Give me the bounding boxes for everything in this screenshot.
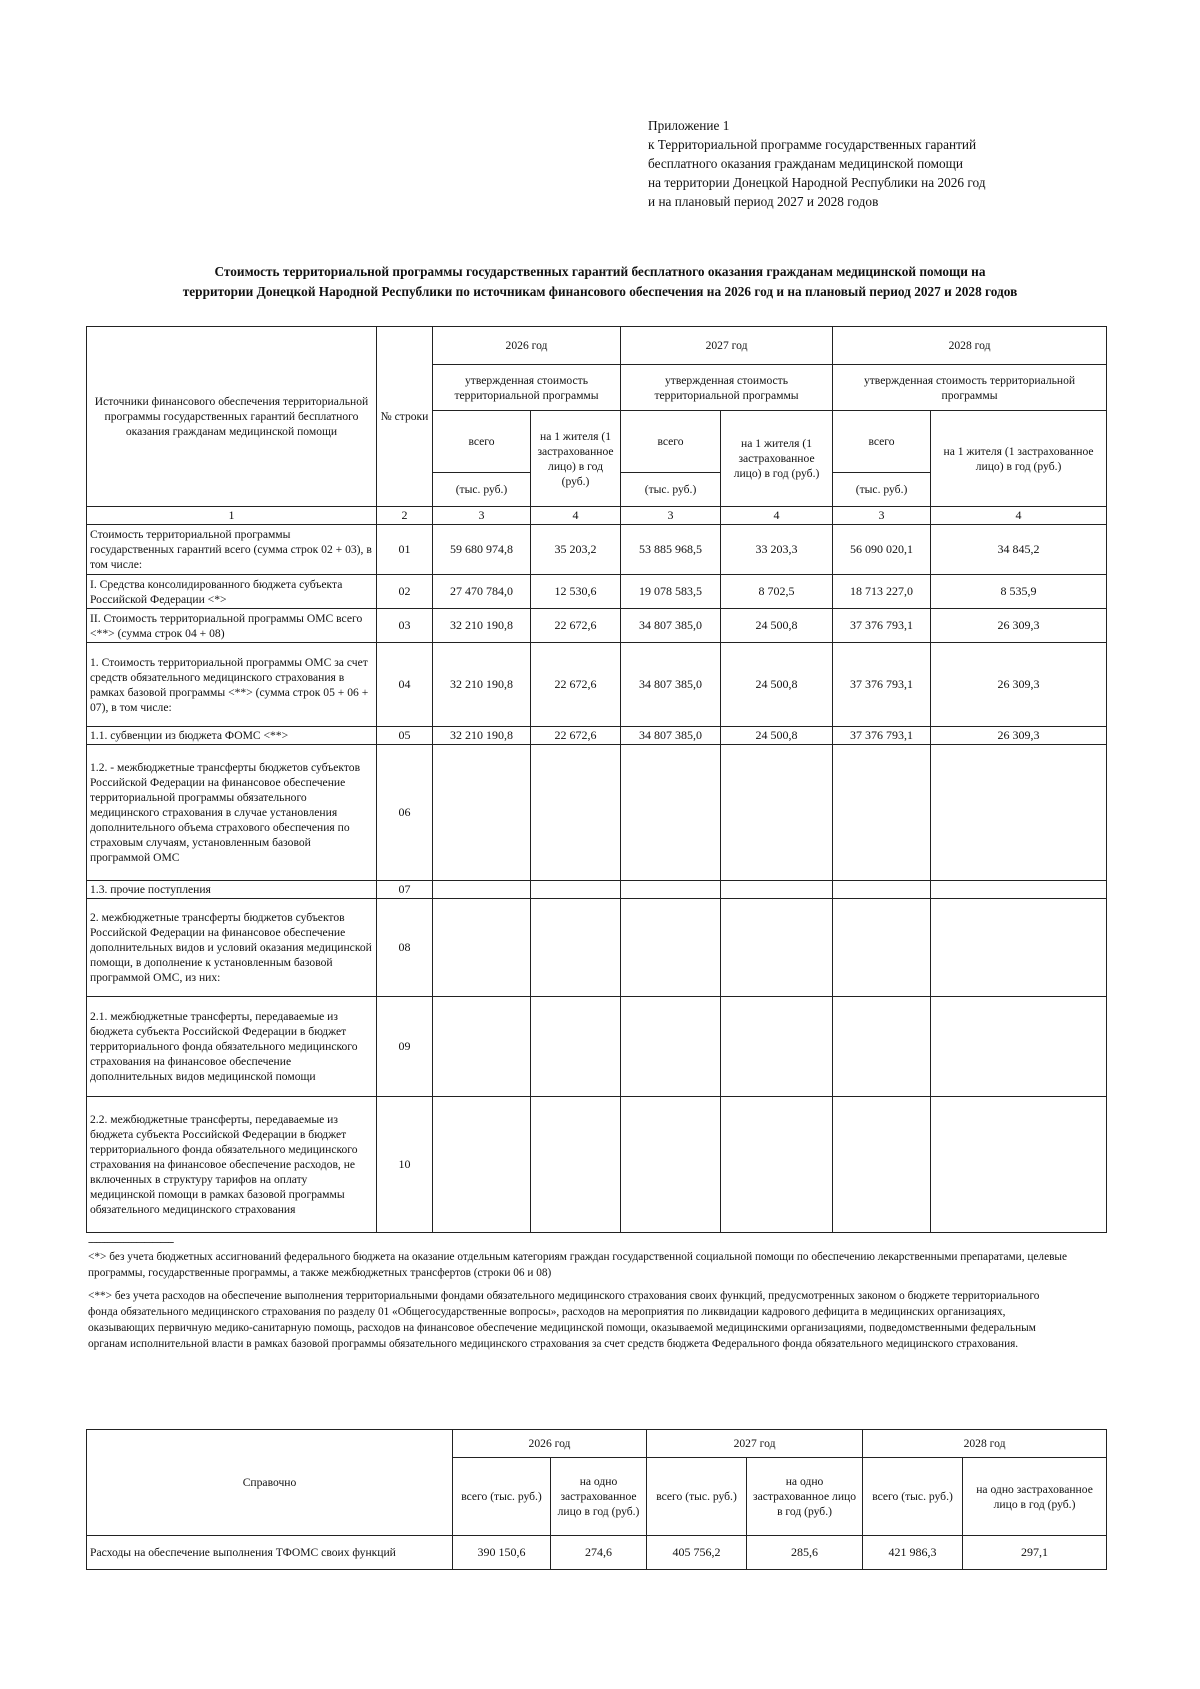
- per-person-header: на 1 жителя (1 застрахованное лицо) в год (руб.): [931, 411, 1107, 507]
- ref-year-2028: 2028 год: [863, 1430, 1107, 1458]
- year-header-2027: 2027 год: [621, 327, 833, 365]
- cell-value: [833, 899, 931, 997]
- total-unit: (тыс. руб.): [621, 473, 721, 507]
- cell-value: [833, 1097, 931, 1233]
- cell-value: 34 807 385,0: [621, 727, 721, 745]
- col-number: 3: [833, 507, 931, 525]
- appendix-line: на территории Донецкой Народной Республики на 2026 год: [648, 175, 986, 190]
- col-number: 4: [721, 507, 833, 525]
- cell-value: 22 672,6: [531, 643, 621, 727]
- cell-value: [531, 745, 621, 881]
- cell-value: 34 845,2: [931, 525, 1107, 575]
- total-header: всего: [833, 411, 931, 473]
- ref-total-header: всего (тыс. руб.): [453, 1458, 551, 1536]
- row-label: 1.2. - межбюджетные трансферты бюджетов субъектов Российской Федерации на финансовое обеспечение территориальной программы обязательного медицинского страхования в случае установления дополнительного объема страхового обеспечения по страховым случаям, установленным базовой программой ОМС: [87, 745, 377, 881]
- appendix-header: [648, 116, 1088, 211]
- row-number: 03: [377, 609, 433, 643]
- cell-value: 22 672,6: [531, 727, 621, 745]
- cell-value: [621, 745, 721, 881]
- ref-total-header: всего (тыс. руб.): [863, 1458, 963, 1536]
- table-row: [87, 881, 1107, 899]
- cell-value: [931, 997, 1107, 1097]
- cell-value: 24 500,8: [721, 727, 833, 745]
- cell-value: 19 078 583,5: [621, 575, 721, 609]
- per-person-unit: (руб.): [561, 474, 590, 488]
- cell-value: 32 210 190,8: [433, 643, 531, 727]
- cell-value: [621, 1097, 721, 1233]
- total-unit: (тыс. руб.): [433, 473, 531, 507]
- total-header: всего: [621, 411, 721, 473]
- table-row: [87, 997, 1107, 1097]
- table-row: [87, 727, 1107, 745]
- cell-value: [433, 899, 531, 997]
- reference-header: Справочно: [87, 1430, 453, 1536]
- ref-year-2026: 2026 год: [453, 1430, 647, 1458]
- table-row: [87, 643, 1107, 727]
- cell-value: 27 470 784,0: [433, 575, 531, 609]
- cell-value: [433, 745, 531, 881]
- cell-value: [531, 997, 621, 1097]
- cell-value: [833, 997, 931, 1097]
- cell-value: 12 530,6: [531, 575, 621, 609]
- ref-cell-value: 285,6: [747, 1536, 863, 1570]
- cell-value: [931, 899, 1107, 997]
- col-number: 3: [433, 507, 531, 525]
- appendix-line: бесплатного оказания гражданам медицинской помощи: [648, 156, 964, 171]
- per-person-header-2026: [531, 411, 621, 507]
- col-number: 1: [87, 507, 377, 525]
- cell-value: [433, 997, 531, 1097]
- ref-cell-value: 297,1: [963, 1536, 1107, 1570]
- cell-value: 53 885 968,5: [621, 525, 721, 575]
- title-line: Стоимость территориальной программы государственных гарантий бесплатного оказания гражданам медицинской помощи на: [214, 264, 986, 279]
- appendix-line: Приложение 1: [648, 118, 730, 133]
- cell-value: [931, 881, 1107, 899]
- row-label: 1.3. прочие поступления: [87, 881, 377, 899]
- cell-value: 8 535,9: [931, 575, 1107, 609]
- total-unit: (тыс. руб.): [833, 473, 931, 507]
- cell-value: 56 090 020,1: [833, 525, 931, 575]
- col-number: 4: [931, 507, 1107, 525]
- approved-cost-header: утвержденная стоимость территориальной программы: [833, 365, 1107, 411]
- row-label: 2.2. межбюджетные трансферты, передаваемые из бюджета субъекта Российской Федерации в бюджет территориального фонда обязательного медицинского страхования на финансовое обеспечение расходов, не включенных в структуру тарифов на оплату медицинской помощи в рамках базовой программы обязательного медицинского страхования: [87, 1097, 377, 1233]
- footnote-separator: --------------------------------: [88, 1236, 174, 1248]
- row-number: 08: [377, 899, 433, 997]
- cell-value: 18 713 227,0: [833, 575, 931, 609]
- reference-row: [87, 1536, 1107, 1570]
- approved-cost-header: утвержденная стоимость территориальной программы: [621, 365, 833, 411]
- cell-value: [621, 881, 721, 899]
- cell-value: 34 807 385,0: [621, 643, 721, 727]
- row-label: II. Стоимость территориальной программы ОМС всего <**> (сумма строк 04 + 08): [87, 609, 377, 643]
- row-label: I. Средства консолидированного бюджета субъекта Российской Федерации <*>: [87, 575, 377, 609]
- cell-value: [621, 899, 721, 997]
- cell-value: [721, 745, 833, 881]
- ref-per-insured-header: на одно застрахованное лицо в год (руб.): [963, 1458, 1107, 1536]
- row-number: 02: [377, 575, 433, 609]
- cell-value: [721, 997, 833, 1097]
- cell-value: 24 500,8: [721, 643, 833, 727]
- row-number: 10: [377, 1097, 433, 1233]
- cell-value: 59 680 974,8: [433, 525, 531, 575]
- table-row: [87, 745, 1107, 881]
- cell-value: [833, 881, 931, 899]
- cell-value: [931, 745, 1107, 881]
- cell-value: 37 376 793,1: [833, 643, 931, 727]
- cell-value: [721, 881, 833, 899]
- column-number-row: [87, 507, 1107, 525]
- row-label: 2. межбюджетные трансферты бюджетов субъектов Российской Федерации на финансовое обеспечение дополнительных видов и условий оказания медицинской помощи, в дополнение к установленным базовой программой ОМС, из них:: [87, 899, 377, 997]
- cell-value: [433, 1097, 531, 1233]
- cell-value: 26 309,3: [931, 609, 1107, 643]
- approved-cost-header: утвержденная стоимость территориальной программы: [433, 365, 621, 411]
- row-number: 05: [377, 727, 433, 745]
- table-row: [87, 609, 1107, 643]
- row-number: 09: [377, 997, 433, 1097]
- table-row: [87, 899, 1107, 997]
- title-line: территории Донецкой Народной Республики по источникам финансового обеспечения на 2026 год и на плановый период 2027 и 2028 годов: [182, 284, 1018, 299]
- cell-value: [531, 899, 621, 997]
- appendix-line: и на плановый период 2027 и 2028 годов: [648, 194, 879, 209]
- cell-value: 24 500,8: [721, 609, 833, 643]
- table-row: [87, 525, 1107, 575]
- cell-value: [433, 881, 531, 899]
- appendix-line: к Территориальной программе государственных гарантий: [648, 137, 977, 152]
- row-number: 04: [377, 643, 433, 727]
- per-person-header: на 1 жителя (1 застрахованное лицо) в год (руб.): [721, 411, 833, 507]
- cell-value: 34 807 385,0: [621, 609, 721, 643]
- cell-value: [531, 881, 621, 899]
- row-number: 01: [377, 525, 433, 575]
- col-number: 4: [531, 507, 621, 525]
- source-column-header: Источники финансового обеспечения территориальной программы государственных гарантий бесплатного оказания гражданам медицинской помощи: [87, 327, 377, 507]
- ref-total-header: всего (тыс. руб.): [647, 1458, 747, 1536]
- row-number: 07: [377, 881, 433, 899]
- year-header-2028: 2028 год: [833, 327, 1107, 365]
- row-number-column-header: № строки: [377, 327, 433, 507]
- row-label: 1.1. субвенции из бюджета ФОМС <**>: [87, 727, 377, 745]
- reference-table: [86, 1429, 1107, 1570]
- document-title: [60, 262, 1140, 302]
- cell-value: 37 376 793,1: [833, 609, 931, 643]
- table-row: [87, 1097, 1107, 1233]
- ref-cell-value: 274,6: [551, 1536, 647, 1570]
- cell-value: [621, 997, 721, 1097]
- cell-value: 8 702,5: [721, 575, 833, 609]
- col-number: 3: [621, 507, 721, 525]
- row-label: 2.1. межбюджетные трансферты, передаваемые из бюджета субъекта Российской Федерации в бюджет территориального фонда обязательного медицинского страхования на финансовое обеспечение дополнительных видов медицинской помощи: [87, 997, 377, 1097]
- cell-value: 26 309,3: [931, 727, 1107, 745]
- reference-row-label: Расходы на обеспечение выполнения ТФОМС своих функций: [87, 1536, 453, 1570]
- row-label: Стоимость территориальной программы государственных гарантий всего (сумма строк 02 + 03), в том числе:: [87, 525, 377, 575]
- ref-per-insured-header: на одно застрахованное лицо в год (руб.): [551, 1458, 647, 1536]
- cell-value: 32 210 190,8: [433, 609, 531, 643]
- ref-cell-value: 421 986,3: [863, 1536, 963, 1570]
- cell-value: 33 203,3: [721, 525, 833, 575]
- cell-value: [931, 1097, 1107, 1233]
- cell-value: 37 376 793,1: [833, 727, 931, 745]
- cell-value: 22 672,6: [531, 609, 621, 643]
- year-header-2026: 2026 год: [433, 327, 621, 365]
- per-person-header-text: на 1 жителя (1 застрахованное лицо) в год: [537, 429, 614, 473]
- table-row: [87, 575, 1107, 609]
- footnote-2: <**> без учета расходов на обеспечение выполнения территориальными фондами обязательного медицинского страхования своих функций, предусмотренных законом о бюджете территориального фонда обязательного медицинского страхования по разделу 01 «Общегосударственные вопросы», расходов на мероприятия по ликвидации кадрового дефицита в медицинских организациях, оказывающих первичную медико-санитарную помощь, расходов на финансовое обеспечение медицинской помощи, оказываемой медицинскими организациями, подведомственными федеральным органам исполнительной власти в рамках базовой программы обязательного медицинского страхования за счет средств бюджета Федерального фонда обязательного медицинского страхования.: [88, 1290, 1040, 1350]
- footnote-1: <*> без учета бюджетных ассигнований федерального бюджета на оказание отдельным категориям граждан государственной социальной помощи по обеспечению лекарственными препаратами, целевые программы, государственные программы, а также межбюджетных трансфертов (строки 06 и 08): [88, 1251, 1068, 1279]
- cell-value: [833, 745, 931, 881]
- ref-cell-value: 405 756,2: [647, 1536, 747, 1570]
- cell-value: [721, 899, 833, 997]
- ref-year-2027: 2027 год: [647, 1430, 863, 1458]
- cell-value: 32 210 190,8: [433, 727, 531, 745]
- cell-value: [531, 1097, 621, 1233]
- cost-table: [86, 326, 1107, 1233]
- total-header: всего: [433, 411, 531, 473]
- ref-cell-value: 390 150,6: [453, 1536, 551, 1570]
- cell-value: 26 309,3: [931, 643, 1107, 727]
- row-label: 1. Стоимость территориальной программы ОМС за счет средств обязательного медицинского страхования в рамках базовой программы <**> (сумма строк 05 + 06 + 07), в том числе:: [87, 643, 377, 727]
- cell-value: 35 203,2: [531, 525, 621, 575]
- cell-value: [721, 1097, 833, 1233]
- ref-per-insured-header: на одно застрахованное лицо в год (руб.): [747, 1458, 863, 1536]
- col-number: 2: [377, 507, 433, 525]
- row-number: 06: [377, 745, 433, 881]
